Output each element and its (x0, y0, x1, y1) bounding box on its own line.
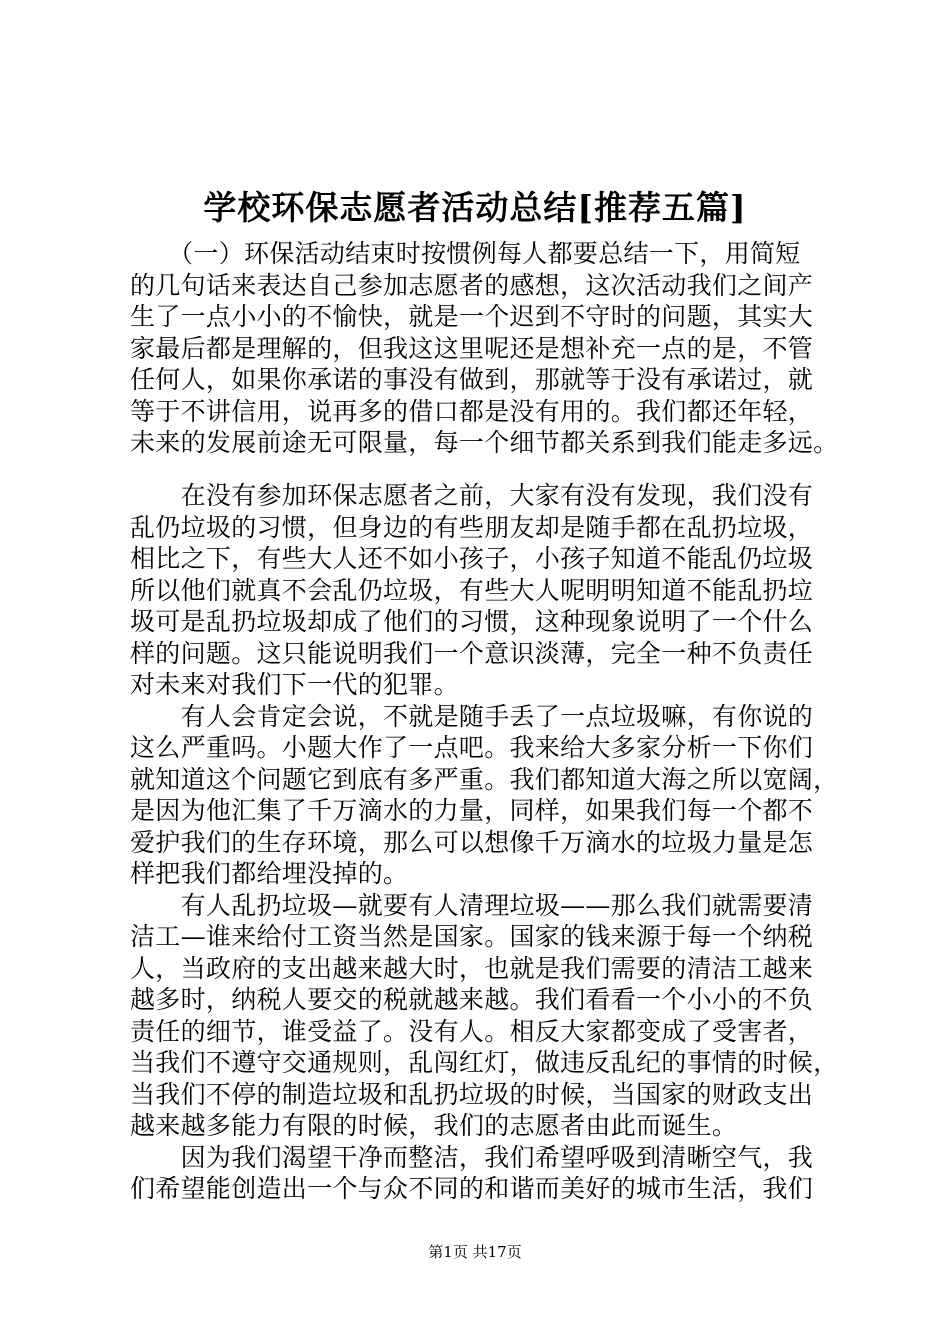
paragraph-line: 圾可是乱扔垃圾却成了他们的习惯，这种现象说明了一个什么 (130, 607, 814, 636)
document-title: 学校环保志愿者活动总结[推荐五篇] (203, 188, 747, 227)
paragraph-line: 乱仍垃圾的习惯，但身边的有些朋友却是随手都在乱扔垃圾， (130, 512, 814, 542)
paragraph-line: 未来的发展前途无可限量，每一个细节都关系到我们能走多远。 (130, 428, 839, 457)
paragraph-3 (130, 701, 850, 890)
paragraph-line: 对未来对我们下一代的犯罪。 (130, 670, 459, 699)
paragraph-line: 等于不讲信用，说再多的借口都是没有用的。我们都还年轻， (130, 396, 814, 426)
paragraph-line: 当我们不停的制造垃圾和乱扔垃圾的时候，当国家的财政支出 (130, 1079, 814, 1109)
paragraph-line: （一）环保活动结束时按惯例每人都要总结一下，用简短 (130, 239, 801, 268)
paragraph-1 (130, 238, 850, 459)
paragraph-line: 家最后都是理解的，但我这这里呢还是想补充一点的是，不管 (130, 333, 814, 363)
paragraph-line: 任何人，如果你承诺的事没有做到，那就等于没有承诺过，就 (130, 365, 814, 394)
paragraph-line: 爱护我们的生存环境，那么可以想像千万滴水的垃圾力量是怎 (130, 827, 814, 857)
paragraph-line: 所以他们就真不会乱仍垃圾，有些大人呢明明知道不能乱扔垃 (130, 575, 814, 605)
paragraph-line: 有人乱扔垃圾—就要有人清理垃圾——那么我们就需要清 (130, 890, 814, 920)
paragraph-line: 人，当政府的支出越来越大时，也就是我们需要的清洁工越来 (130, 953, 814, 983)
paragraph-line: 这么严重吗。小题大作了一点吧。我来给大多家分析一下你们 (130, 733, 814, 762)
paragraph-line: 当我们不遵守交通规则，乱闯红灯，做违反乱纪的事情的时候， (130, 1048, 839, 1077)
paragraph-line: 越多时，纳税人要交的税就越来越。我们看看一个小小的不负 (130, 985, 814, 1014)
paragraph-line: 的几句话来表达自己参加志愿者的感想，这次活动我们之间产 (130, 270, 814, 300)
paragraph-line: 越来越多能力有限的时候，我们的志愿者由此而诞生。 (130, 1111, 738, 1140)
paragraph-line: 们希望能创造出一个与众不同的和谐而美好的城市生活，我们 (130, 1174, 814, 1203)
paragraph-line: 样把我们都给埋没掉的。 (130, 859, 409, 888)
paragraph-line: 生了一点小小的不愉快，就是一个迟到不守时的问题，其实大 (130, 302, 814, 331)
paragraph-line: 就知道这个问题它到底有多严重。我们都知道大海之所以宽阔， (130, 764, 839, 794)
paragraph-line: 洁工—谁来给付工资当然是国家。国家的钱来源于每一个纳税 (130, 922, 814, 951)
paragraph-line: 有人会肯定会说，不就是随手丢了一点垃圾嘛，有你说的 (130, 701, 814, 731)
paragraph-line: 相比之下，有些大人还不如小孩子，小孩子知道不能乱仍垃圾 (130, 544, 814, 573)
paragraph-5 (130, 1142, 850, 1205)
paragraph-line: 因为我们渴望干净而整洁，我们希望呼吸到清晰空气，我 (130, 1142, 814, 1172)
paragraph-line: 是因为他汇集了千万滴水的力量，同样，如果我们每一个都不 (130, 796, 814, 825)
page-number-footer: 第1页 共17页 (428, 1243, 522, 1261)
paragraph-2 (130, 480, 850, 701)
paragraph-line: 样的问题。这只能说明我们一个意识淡薄，完全一种不负责任 (130, 638, 814, 668)
paragraph-line: 责任的细节，谁受益了。没有人。相反大家都变成了受害者， (130, 1016, 814, 1046)
paragraph-4 (130, 890, 850, 1142)
paragraph-line: 在没有参加环保志愿者之前，大家有没有发现，我们没有 (130, 481, 814, 510)
